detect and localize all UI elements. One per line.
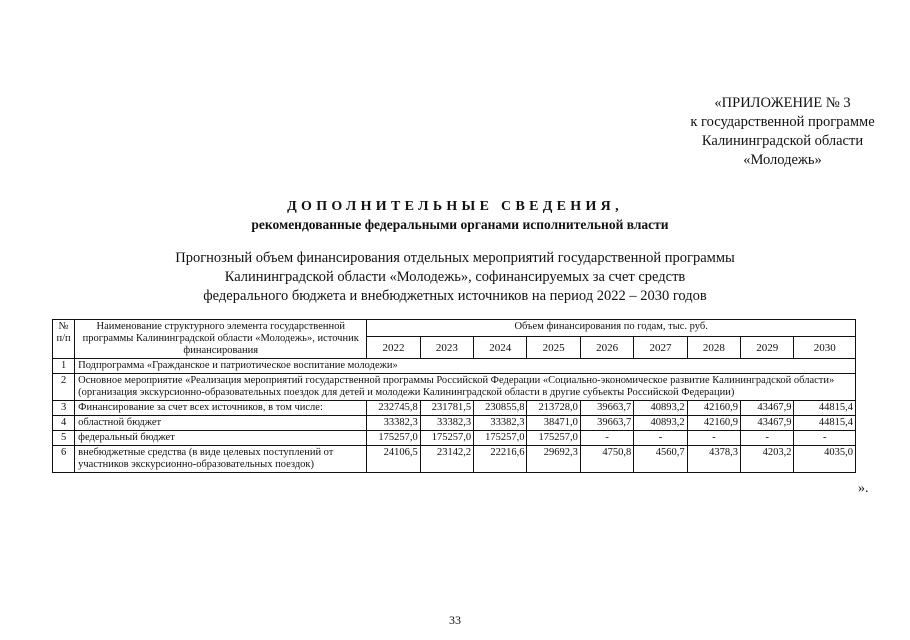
value-cell: 42160,9 [687, 401, 740, 416]
row-name: внебюджетные средства (в виде целевых поступлений от участников экскурсионно-образовательных поездок) [75, 446, 367, 473]
value-cell: 175257,0 [367, 431, 420, 446]
value-cell: 44815,4 [794, 416, 856, 431]
year-header: 2029 [741, 337, 794, 359]
row-name: Финансирование за счет всех источников, в том числе: [75, 401, 367, 416]
value-cell: 43467,9 [741, 416, 794, 431]
value-cell: 22216,6 [474, 446, 527, 473]
table-row [53, 446, 856, 473]
row-num: 3 [53, 401, 75, 416]
document-title [0, 198, 910, 233]
title-main: ДОПОЛНИТЕЛЬНЫЕ СВЕДЕНИЯ, [287, 199, 623, 214]
value-cell: 38471,0 [527, 416, 580, 431]
year-header: 2027 [634, 337, 687, 359]
subtitle-line-3: федерального бюджета и внебюджетных источников на период 2022 – 2030 годов [203, 288, 707, 304]
value-cell: 232745,8 [367, 401, 420, 416]
table-header-row [53, 320, 856, 337]
value-cell: 40893,2 [634, 401, 687, 416]
row-num: 5 [53, 431, 75, 446]
value-cell: 4750,8 [580, 446, 633, 473]
row-num: 1 [53, 359, 75, 374]
value-cell: 175257,0 [474, 431, 527, 446]
main-event-name: Основное мероприятие «Реализация мероприятий государственной программы Российской Федерации «Социально-экономическое развитие Калининградской области» (организация экскурсионно-образовательных поездок для детей и молодежи Калининградской области в другие субъекты Российской Федерации) [75, 374, 856, 401]
value-cell: - [580, 431, 633, 446]
value-cell: 24106,5 [367, 446, 420, 473]
table-row [53, 431, 856, 446]
value-cell: 39663,7 [580, 401, 633, 416]
value-cell: 40893,2 [634, 416, 687, 431]
value-cell: 33382,3 [420, 416, 473, 431]
title-sub: рекомендованные федеральными органами исполнительной власти [251, 217, 669, 232]
header-volume: Объем финансирования по годам, тыс. руб. [367, 320, 856, 337]
subtitle-line-2: Калининградской области «Молодежь», софинансируемых за счет средств [224, 269, 686, 285]
value-cell: 4203,2 [741, 446, 794, 473]
year-header: 2028 [687, 337, 740, 359]
value-cell: 231781,5 [420, 401, 473, 416]
year-header: 2022 [367, 337, 420, 359]
year-header: 2023 [420, 337, 473, 359]
value-cell: 175257,0 [527, 431, 580, 446]
appendix-line-4: «Молодежь» [743, 152, 822, 168]
value-cell: 213728,0 [527, 401, 580, 416]
table-row [53, 416, 856, 431]
year-header: 2024 [474, 337, 527, 359]
value-cell: 23142,2 [420, 446, 473, 473]
document-subtitle [0, 249, 910, 306]
value-cell: 42160,9 [687, 416, 740, 431]
year-header: 2026 [580, 337, 633, 359]
value-cell: 4035,0 [794, 446, 856, 473]
value-cell: 39663,7 [580, 416, 633, 431]
appendix-line-1: «ПРИЛОЖЕНИЕ № 3 [714, 95, 851, 111]
financing-table [52, 319, 856, 473]
row-name: федеральный бюджет [75, 431, 367, 446]
row-num: 2 [53, 374, 75, 401]
row-num: 6 [53, 446, 75, 473]
value-cell: - [687, 431, 740, 446]
year-header: 2025 [527, 337, 580, 359]
table-row [53, 374, 856, 401]
appendix-line-2: к государственной программе [690, 114, 875, 130]
value-cell: 29692,3 [527, 446, 580, 473]
value-cell: 44815,4 [794, 401, 856, 416]
subprogram-name: Подпрограмма «Гражданское и патриотическое воспитание молодежи» [75, 359, 856, 374]
value-cell: 4560,7 [634, 446, 687, 473]
value-cell: 43467,9 [741, 401, 794, 416]
row-num: 4 [53, 416, 75, 431]
year-header: 2030 [794, 337, 856, 359]
header-num: № п/п [53, 320, 75, 359]
appendix-header [640, 94, 910, 170]
table-row [53, 359, 856, 374]
subtitle-line-1: Прогнозный объем финансирования отдельных мероприятий государственной программы [175, 250, 735, 266]
header-name: Наименование структурного элемента государственной программы Калининградской области «Молодежь», источник финансирования [75, 320, 367, 359]
value-cell: - [634, 431, 687, 446]
closing-quote: ». [858, 481, 869, 496]
value-cell: - [741, 431, 794, 446]
value-cell: 175257,0 [420, 431, 473, 446]
row-name: областной бюджет [75, 416, 367, 431]
appendix-line-3: Калининградской области [701, 133, 864, 149]
value-cell: 230855,8 [474, 401, 527, 416]
table-row [53, 401, 856, 416]
value-cell: - [794, 431, 856, 446]
page-number: 33 [449, 613, 461, 627]
value-cell: 4378,3 [687, 446, 740, 473]
value-cell: 33382,3 [367, 416, 420, 431]
value-cell: 33382,3 [474, 416, 527, 431]
